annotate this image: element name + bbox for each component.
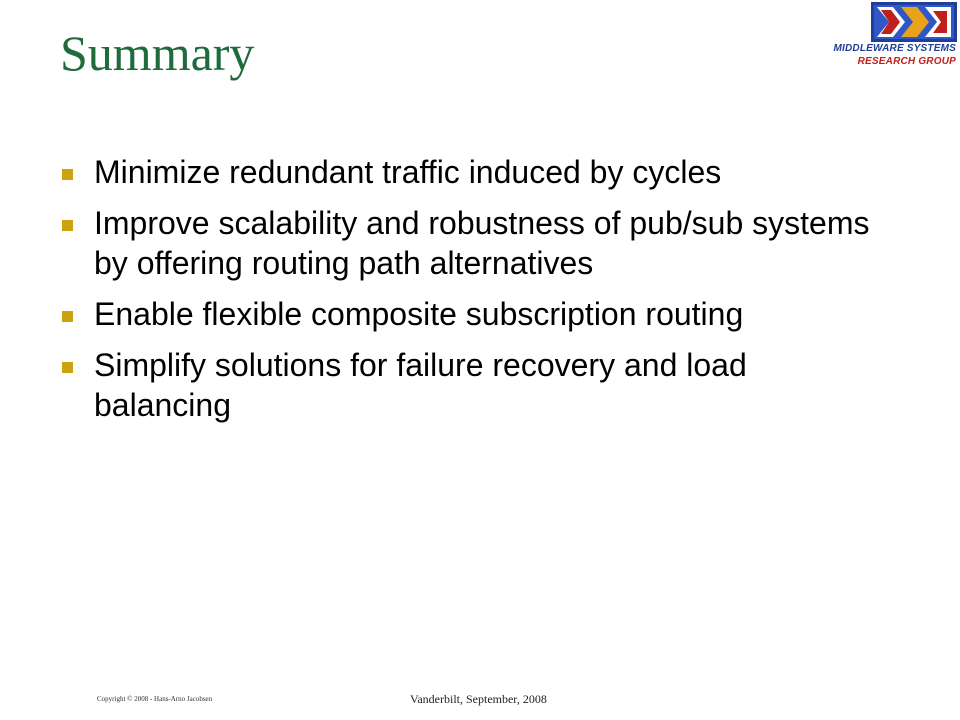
- bullet-item: [60, 294, 880, 334]
- slide-title: Summary: [60, 25, 255, 81]
- square-bullet-icon: [62, 311, 73, 322]
- logo: [808, 2, 958, 72]
- bullet-text: Minimize redundant traffic induced by cycles: [94, 154, 722, 190]
- bullet-list: [60, 152, 880, 436]
- bullet-text: Enable flexible composite subscription routing: [94, 296, 744, 332]
- footer-copyright: Copyright © 2008 - Hans-Arno Jacobsen: [97, 695, 213, 703]
- bullet-text: Simplify solutions for failure recovery and load balancing: [94, 347, 747, 423]
- msrg-logo-icon: [871, 2, 957, 42]
- bullet-item: [60, 152, 880, 192]
- bullet-item: [60, 345, 880, 425]
- square-bullet-icon: [62, 169, 73, 180]
- bullet-text: Improve scalability and robustness of pub/sub systems by offering routing path alternatives: [94, 205, 870, 281]
- square-bullet-icon: [62, 362, 73, 373]
- footer-venue: Vanderbilt, September, 2008: [410, 692, 547, 706]
- bullet-item: [60, 203, 880, 283]
- logo-text-line1: MIDDLEWARE SYSTEMS: [833, 43, 956, 54]
- logo-text-line2: RESEARCH GROUP: [857, 56, 956, 67]
- square-bullet-icon: [62, 220, 73, 231]
